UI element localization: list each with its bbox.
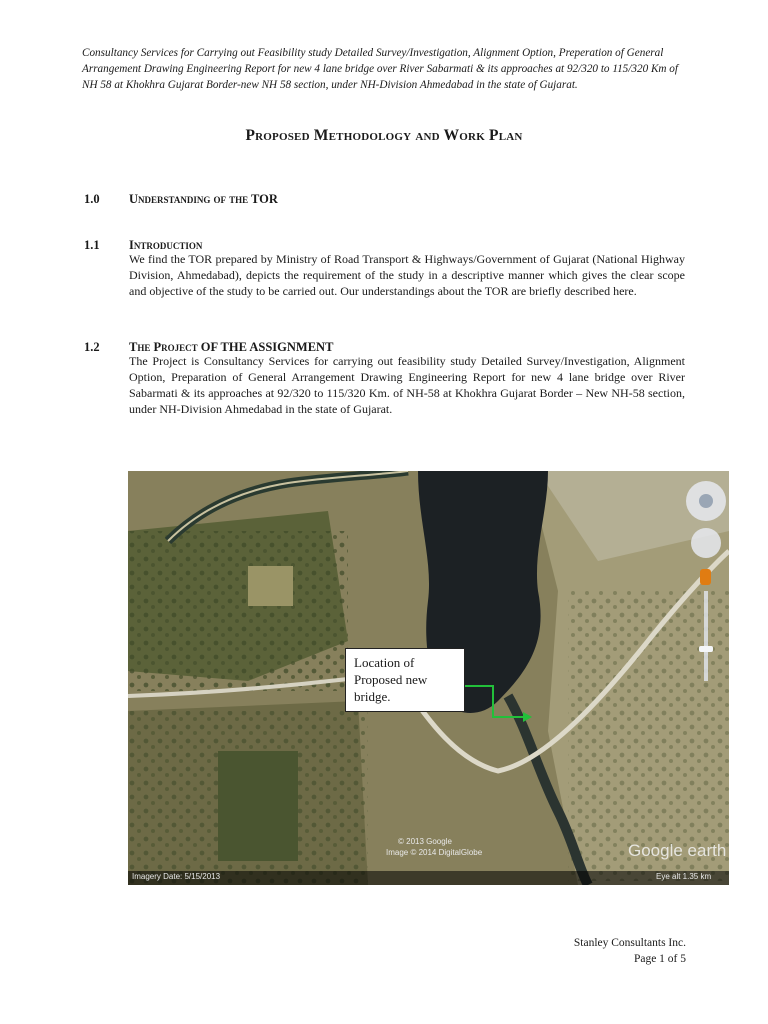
page-title-text: Proposed Methodology and Work Plan xyxy=(245,127,523,144)
look-control-icon[interactable] xyxy=(691,528,721,558)
section-number-1-2: 1.2 xyxy=(84,340,100,354)
map-copyright-1: © 2013 Google xyxy=(398,837,452,846)
compass-center-icon xyxy=(699,494,713,508)
document-header: Consultancy Services for Carrying out Feasibility study Detailed Survey/Investigation, Alignment Option, Preperation of General Arrangement Drawing Engineering Report for new 4 lane bridge over River Sabarmati & its approaches at 92/320 to 115/320 Km of NH 58 at Khokhra Gujarat Border-new NH 58 section, under NH-Division Ahmedabad in the state of Gujarat. xyxy=(82,47,678,91)
map-copyright-2: Image © 2014 DigitalGlobe xyxy=(386,848,483,857)
section-number-1-1: 1.1 xyxy=(84,238,100,252)
zoom-slider-thumb[interactable] xyxy=(699,646,713,652)
section-heading-1-2: The Project OF THE ASSIGNMENT xyxy=(129,340,334,354)
tree-cover xyxy=(128,531,348,691)
map-callout-label: Location of Proposed new bridge. xyxy=(345,648,465,712)
section-body-1-2: The Project is Consultancy Services for carrying out feasibility study Detailed Survey/Investigation, Alignment Option, Preparation of General Arrangement Drawing Engineering Report for new 4 lane bridge over River Sabarmati & its approaches at 92/320 to 115/320 Km. of NH-58 at Khokhra Gujarat Border – New NH-58 section, under NH-Division Ahmedabad in the state of Gujarat. xyxy=(129,354,685,416)
section-body-1-1: We find the TOR prepared by Ministry of Road Transport & Highways/Government of Gujarat (National Highway Division, Ahmedabad), depicts the requirement of the study in a descriptive manner which gives the clear scope and objective of the study to be carried out. Our understandings about the TOR are briefly described here. xyxy=(129,252,685,298)
section-number-1-0: 1.0 xyxy=(84,192,100,206)
footer-company: Stanley Consultants Inc. xyxy=(573,937,686,949)
section-heading-1-0: Understanding of the TOR xyxy=(129,192,278,206)
field-plot-north xyxy=(248,566,293,606)
map-status-imagery-date: Imagery Date: 5/15/2013 xyxy=(132,872,221,881)
map-status-eye-alt: Eye alt 1.35 km xyxy=(656,872,712,881)
zoom-slider-track[interactable] xyxy=(704,591,708,681)
footer-page-number: Page 1 of 5 xyxy=(633,953,686,965)
section-heading-1-1: Introduction xyxy=(129,238,203,252)
field-plot xyxy=(218,751,298,861)
page-footer xyxy=(574,935,686,967)
page-title xyxy=(0,127,768,145)
google-earth-watermark: Google earth xyxy=(628,841,727,860)
pegman-icon[interactable] xyxy=(700,569,711,585)
